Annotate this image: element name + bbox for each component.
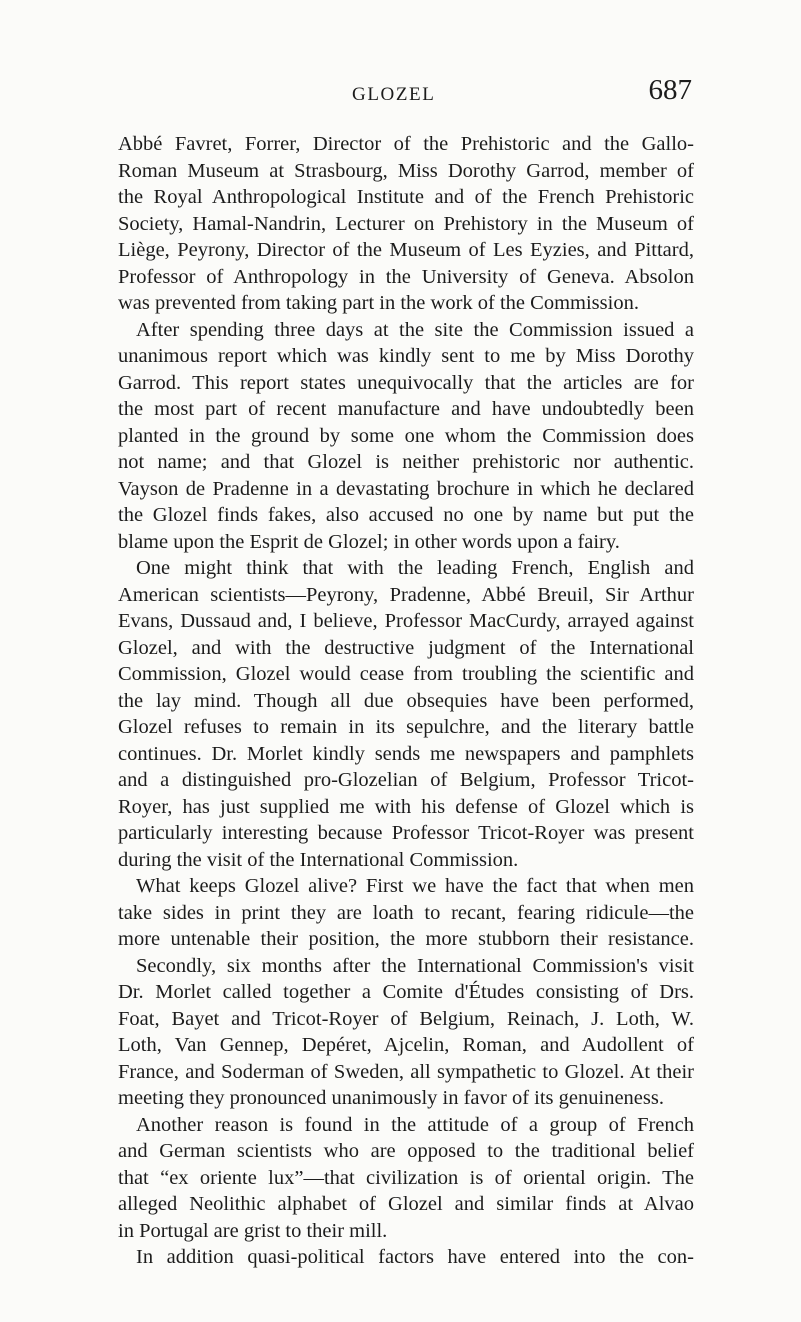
text-line: the lay mind. Though all due obsequies have been performed, (118, 689, 694, 712)
text-line: Evans, Dussaud and, I believe, Professor MacCurdy, arrayed against (118, 610, 694, 632)
text-line: more untenable their position, the more stubborn their resistance. (118, 928, 694, 950)
text-line: Glozel refuses to remain in its sepulchre, and the literary battle (118, 716, 694, 738)
text-line: and German scientists who are opposed to the traditional belief (118, 1140, 694, 1162)
text-line: Abbé Favret, Forrer, Director of the Prehistoric and the Gallo- (118, 133, 694, 155)
running-title: GLOZEL (352, 84, 436, 105)
text-line: Royer, has just supplied me with his defense of Glozel which is (118, 795, 694, 818)
text-line: the Royal Anthropological Institute and of the French Prehistoric (118, 186, 694, 208)
text-line: Loth, Van Gennep, Depéret, Ajcelin, Roman, and Audollent of (118, 1034, 694, 1056)
text-line: Vayson de Pradenne in a devastating brochure in which he declared (118, 477, 694, 500)
text-line: Roman Museum at Strasbourg, Miss Dorothy Garrod, member of (118, 159, 694, 182)
text-line: continues. Dr. Morlet kindly sends me newspapers and pamphlets (118, 742, 694, 765)
text-line: take sides in print they are loath to recant, fearing ridicule—the (118, 901, 694, 924)
text-line: and a distinguished pro-Glozelian of Belgium, Professor Tricot- (118, 769, 694, 791)
text-line: that “ex oriente lux”—that civilization is of oriental origin. The (118, 1166, 694, 1189)
text-line: unanimous report which was kindly sent to me by Miss Dorothy (118, 345, 694, 367)
text-line: the most part of recent manufacture and have undoubtedly been (118, 398, 694, 420)
text-line: was prevented from taking part in the work of the Commission. (118, 292, 639, 314)
text-line: in Portugal are grist to their mill. (118, 1219, 388, 1242)
text-line: What keeps Glozel alive? First we have the fact that when men (136, 875, 694, 897)
text-line: Secondly, six months after the International Commission's visit (136, 954, 694, 977)
text-line: Glozel, and with the destructive judgment of the International (118, 636, 694, 659)
text-line: Dr. Morlet called together a Comite d'Études consisting of Drs. (118, 981, 694, 1003)
text-line: during the visit of the International Commission. (118, 848, 519, 871)
text-line: Commission, Glozel would cease from troubling the scientific and (118, 663, 694, 685)
text-line: In addition quasi-political factors have entered into the con- (136, 1246, 694, 1268)
text-line: particularly interesting because Professor Tricot-Royer was present (118, 822, 694, 844)
text-line: Liège, Peyrony, Director of the Museum of Les Eyzies, and Pittard, (118, 239, 694, 261)
text-line: the Glozel finds fakes, also accused no one by name but put the (118, 504, 694, 526)
page-number: 687 (648, 74, 692, 106)
text-line: planted in the ground by some one whom the Commission does (118, 424, 694, 447)
text-line: not name; and that Glozel is neither prehistoric nor authentic. (118, 451, 694, 473)
text-line: Society, Hamal-Nandrin, Lecturer on Prehistory in the Museum of (118, 212, 694, 235)
text-line: meeting they pronounced unanimously in favor of its genuineness. (118, 1087, 664, 1109)
running-head (118, 74, 692, 114)
text-line: Garrod. This report states unequivocally that the articles are for (118, 371, 694, 394)
text-line: alleged Neolithic alphabet of Glozel and similar finds at Alvao (118, 1193, 694, 1215)
body-text (118, 131, 694, 1271)
text-line: After spending three days at the site the Commission issued a (136, 318, 694, 341)
text-line: Professor of Anthropology in the University of Geneva. Absolon (118, 265, 694, 288)
text-line: One might think that with the leading French, English and (136, 557, 694, 579)
text-line: American scientists—Peyrony, Pradenne, Abbé Breuil, Sir Arthur (118, 583, 694, 606)
text-line: Another reason is found in the attitude of a group of French (136, 1113, 694, 1136)
text-line: France, and Soderman of Sweden, all sympathetic to Glozel. At their (118, 1060, 694, 1083)
text-line: Foat, Bayet and Tricot-Royer of Belgium, Reinach, J. Loth, W. (118, 1007, 694, 1030)
text-line: blame upon the Esprit de Glozel; in other words upon a fairy. (118, 530, 620, 553)
